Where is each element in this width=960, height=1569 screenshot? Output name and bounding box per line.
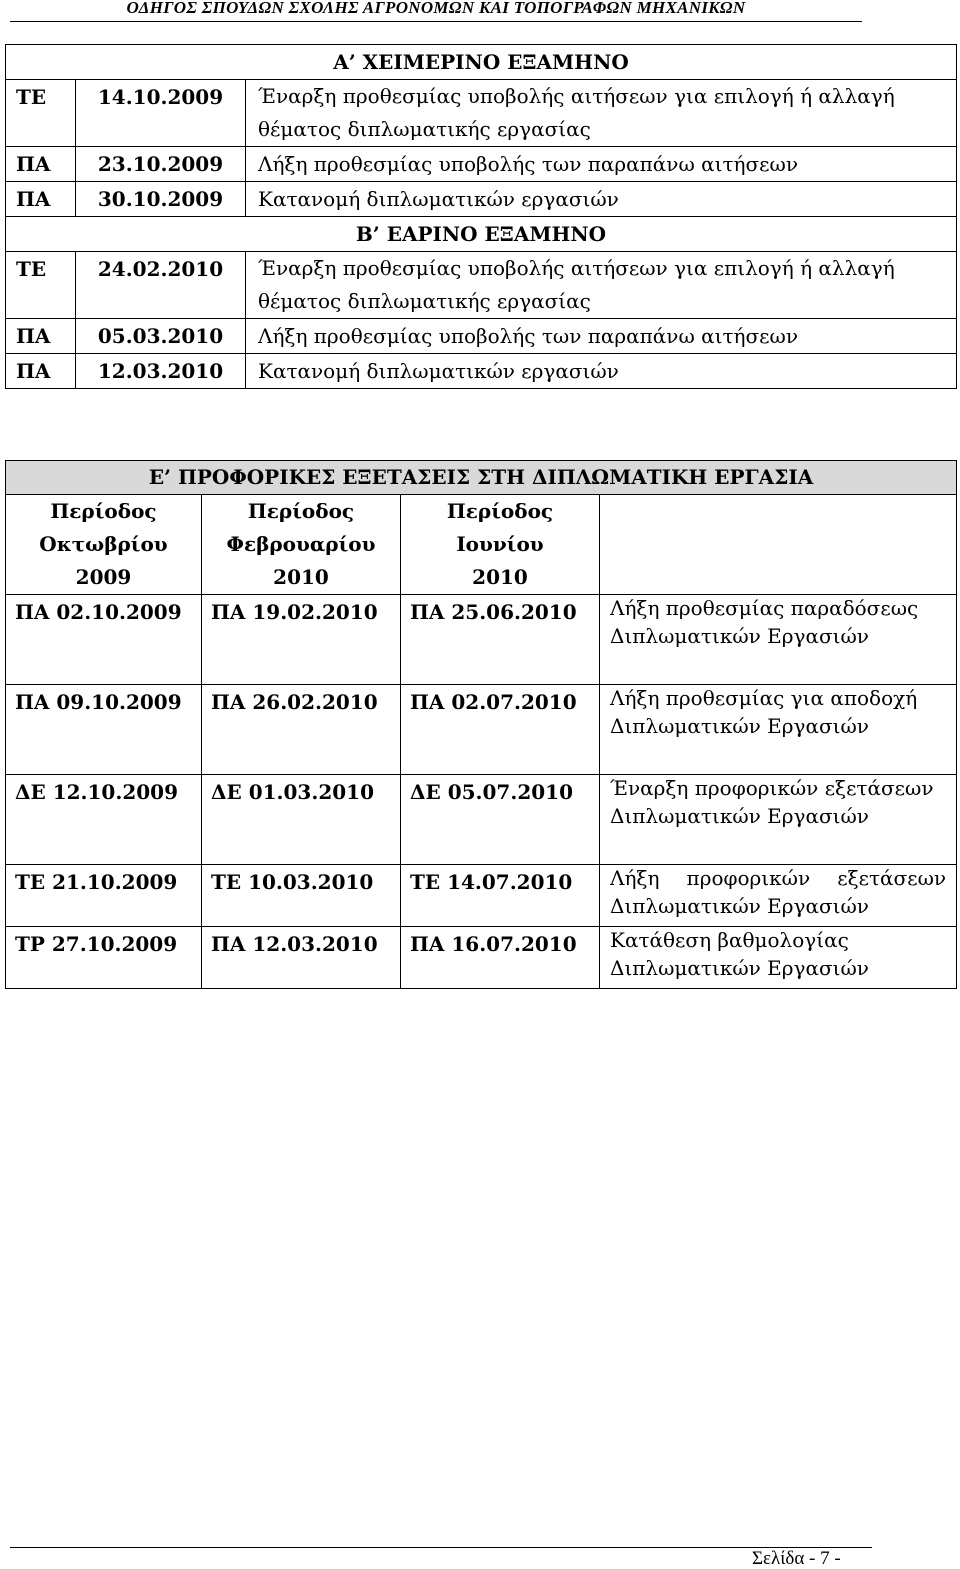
october-date-cell: ΠΑ 09.10.2009 bbox=[6, 685, 202, 775]
october-date-cell: ΔΕ 12.10.2009 bbox=[6, 775, 202, 865]
description-cell: Έναρξη προφορικών εξετάσεων Διπλωματικών Εργασιών bbox=[600, 775, 957, 865]
description-cell: Έναρξη προθεσμίας υποβολής αιτήσεων για επιλογή ή αλλαγή θέματος διπλωματικής εργασίας bbox=[246, 80, 957, 147]
date-cell: 14.10.2009 bbox=[76, 80, 246, 147]
october-date-cell: ΤΕ 21.10.2009 bbox=[6, 865, 202, 927]
period-year: 2010 bbox=[273, 565, 329, 589]
october-date-cell: ΤΡ 27.10.2009 bbox=[6, 927, 202, 989]
table-row bbox=[6, 182, 957, 217]
date-cell: 23.10.2009 bbox=[76, 147, 246, 182]
june-date-cell: ΤΕ 14.07.2010 bbox=[401, 865, 600, 927]
date-cell: 05.03.2010 bbox=[76, 319, 246, 354]
description-cell: Λήξη προθεσμίας υποβολής των παραπάνω αιτήσεων bbox=[246, 147, 957, 182]
description-cell: Κατάθεση βαθμολογίας Διπλωματικών Εργασιών bbox=[600, 927, 957, 989]
table-row bbox=[6, 685, 957, 775]
description-cell: Λήξη προθεσμίας παραδόσεως Διπλωματικών Εργασιών bbox=[600, 595, 957, 685]
february-date-cell: ΔΕ 01.03.2010 bbox=[202, 775, 401, 865]
day-cell: ΠΑ bbox=[6, 354, 76, 389]
page-number: Σελίδα - 7 - bbox=[752, 1548, 841, 1569]
table-row bbox=[6, 252, 957, 319]
semester-deadlines-table bbox=[5, 44, 957, 389]
date-cell: 24.02.2010 bbox=[76, 252, 246, 319]
period-october-header bbox=[6, 495, 202, 595]
exams-title: Ε’ ΠΡΟΦΟΡΙΚΕΣ ΕΞΕΤΑΣΕΙΣ ΣΤΗ ΔΙΠΛΩΜΑΤΙΚΗ ΕΡΓΑΣΙΑ bbox=[6, 461, 957, 495]
spring-semester-heading: Β’ ΕΑΡΙΝΟ ΕΞΑΜΗΝΟ bbox=[6, 217, 957, 252]
winter-heading-row bbox=[6, 45, 957, 80]
period-june-header bbox=[401, 495, 600, 595]
period-february-header bbox=[202, 495, 401, 595]
footer-divider bbox=[10, 1547, 872, 1548]
description-cell: Κατανομή διπλωματικών εργασιών bbox=[246, 354, 957, 389]
period-label: Περίοδος bbox=[446, 499, 554, 523]
table-row bbox=[6, 147, 957, 182]
day-cell: ΤΕ bbox=[6, 80, 76, 147]
table-row bbox=[6, 595, 957, 685]
period-year: 2010 bbox=[472, 565, 528, 589]
october-date-cell: ΠΑ 02.10.2009 bbox=[6, 595, 202, 685]
june-date-cell: ΠΑ 16.07.2010 bbox=[401, 927, 600, 989]
description-cell: Κατανομή διπλωματικών εργασιών bbox=[246, 182, 957, 217]
description-cell: Λήξη προφορικών εξετάσεων Διπλωματικών Εργασιών bbox=[600, 865, 957, 927]
page-header: ΟΔΗΓΟΣ ΣΠΟΥΔΩΝ ΣΧΟΛΗΣ ΑΓΡΟΝΟΜΩΝ ΚΑΙ ΤΟΠΟΓΡΑΦΩΝ ΜΗΧΑΝΙΚΩΝ bbox=[10, 0, 862, 22]
june-date-cell: ΠΑ 25.06.2010 bbox=[401, 595, 600, 685]
empty-header-cell bbox=[600, 495, 957, 595]
table-row bbox=[6, 354, 957, 389]
period-label: Περίοδος bbox=[247, 499, 355, 523]
june-date-cell: ΠΑ 02.07.2010 bbox=[401, 685, 600, 775]
february-date-cell: ΠΑ 19.02.2010 bbox=[202, 595, 401, 685]
exams-title-row bbox=[6, 461, 957, 495]
table-row bbox=[6, 927, 957, 989]
period-label: Περίοδος bbox=[50, 499, 157, 523]
day-cell: ΠΑ bbox=[6, 182, 76, 217]
table-row bbox=[6, 865, 957, 927]
description-cell: Έναρξη προθεσμίας υποβολής αιτήσεων για επιλογή ή αλλαγή θέματος διπλωματικής εργασίας bbox=[246, 252, 957, 319]
period-month: Οκτωβρίου bbox=[39, 532, 168, 556]
table-row bbox=[6, 80, 957, 147]
period-year: 2009 bbox=[75, 565, 132, 589]
spring-heading-row bbox=[6, 217, 957, 252]
description-cell: Λήξη προθεσμίας υποβολής των παραπάνω αιτήσεων bbox=[246, 319, 957, 354]
february-date-cell: ΠΑ 26.02.2010 bbox=[202, 685, 401, 775]
date-cell: 30.10.2009 bbox=[76, 182, 246, 217]
june-date-cell: ΔΕ 05.07.2010 bbox=[401, 775, 600, 865]
date-cell: 12.03.2010 bbox=[76, 354, 246, 389]
table-row bbox=[6, 319, 957, 354]
period-month: Ιουνίου bbox=[456, 532, 544, 556]
oral-exams-table bbox=[5, 460, 957, 989]
day-cell: ΤΕ bbox=[6, 252, 76, 319]
day-cell: ΠΑ bbox=[6, 147, 76, 182]
february-date-cell: ΤΕ 10.03.2010 bbox=[202, 865, 401, 927]
period-month: Φεβρουαρίου bbox=[226, 532, 376, 556]
description-cell: Λήξη προθεσμίας για αποδοχή Διπλωματικών Εργασιών bbox=[600, 685, 957, 775]
table-row bbox=[6, 775, 957, 865]
day-cell: ΠΑ bbox=[6, 319, 76, 354]
february-date-cell: ΠΑ 12.03.2010 bbox=[202, 927, 401, 989]
periods-header-row bbox=[6, 495, 957, 595]
winter-semester-heading: Α’ ΧΕΙΜΕΡΙΝΟ ΕΞΑΜΗΝΟ bbox=[6, 45, 957, 80]
